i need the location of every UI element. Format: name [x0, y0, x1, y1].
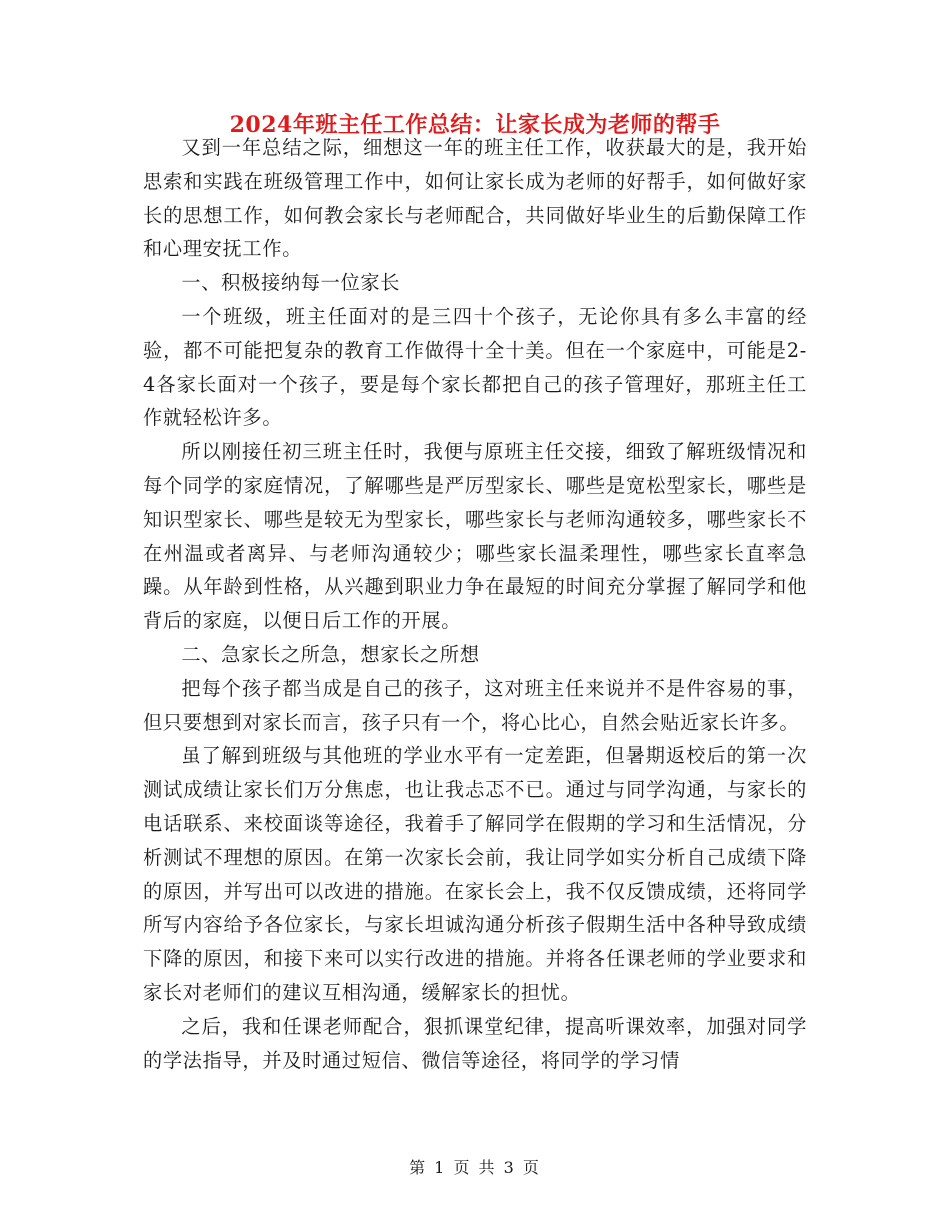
document-body: [143, 131, 807, 1077]
paragraph: 一个班级，班主任面对的是三四十个孩子，无论你具有多么丰富的经验，都不可能把复杂的教育工作做得十全十美。但在一个家庭中，可能是2-4各家长面对一个孩子，要是每个家长都把自己的孩子管理好，那班主任工作就轻松许多。: [143, 304, 807, 430]
document-title: 2024年班主任工作总结：让家长成为老师的帮手: [229, 112, 721, 138]
paragraph-intro: 又到一年总结之际，细想这一年的班主任工作，收获最大的是，我开始思索和实践在班级管理工作中，如何让家长成为老师的好帮手，如何做好家长的思想工作，如何教会家长与老师配合，共同做好毕业生的后勤保障工作和心理安抚工作。: [143, 136, 807, 261]
paragraph: 把每个孩子都当成是自己的孩子，这对班主任来说并不是件容易的事，但只要想到对家长而言，孩子只有一个，将心比心，自然会贴近家长许多。: [143, 676, 807, 734]
paragraph: 虽了解到班级与其他班的学业水平有一定差距，但暑期返校后的第一次测试成绩让家长们万分焦虑，也让我忐忑不已。通过与同学沟通，与家长的电话联系、来校面谈等途径，我着手了解同学在假期的学习和生活情况，分析测试不理想的原因。在第一次家长会前，我让同学如实分析自己成绩下降的原因，并写出可以改进的措施。在家长会上，我不仅反馈成绩，还将同学所写内容给予各位家长，与家长坦诚沟通分析孩子假期生活中各种导致成绩下降的原因，和接下来可以实行改进的措施。并将各任课老师的学业要求和家长对老师们的建议互相沟通，缓解家长的担忧。: [143, 744, 807, 1004]
paragraph: 之后，我和任课老师配合，狠抓课堂纪律，提高听课效率，加强对同学的学法指导，并及时通过短信、微信等途径，将同学的学习情: [143, 1014, 807, 1072]
page-number-footer: 第 1 页 共 3 页: [409, 1158, 541, 1177]
section-heading-1: 一、积极接纳每一位家长: [181, 271, 401, 295]
paragraph: 所以刚接任初三班主任时，我便与原班主任交接，细致了解班级情况和每个同学的家庭情况，了解哪些是严厉型家长、哪些是宽松型家长，哪些是知识型家长、哪些是较无为型家长，哪些家长与老师沟通较多，哪些家长不在州温或者离异、与老师沟通较少；哪些家长温柔理性，哪些家长直率急躁。从年龄到性格，从兴趣到职业力争在最短的时间充分掌握了解同学和他背后的家庭，以便日后工作的开展。: [143, 440, 807, 633]
section-heading-2: 二、急家长之所急，想家长之所想: [181, 642, 480, 666]
